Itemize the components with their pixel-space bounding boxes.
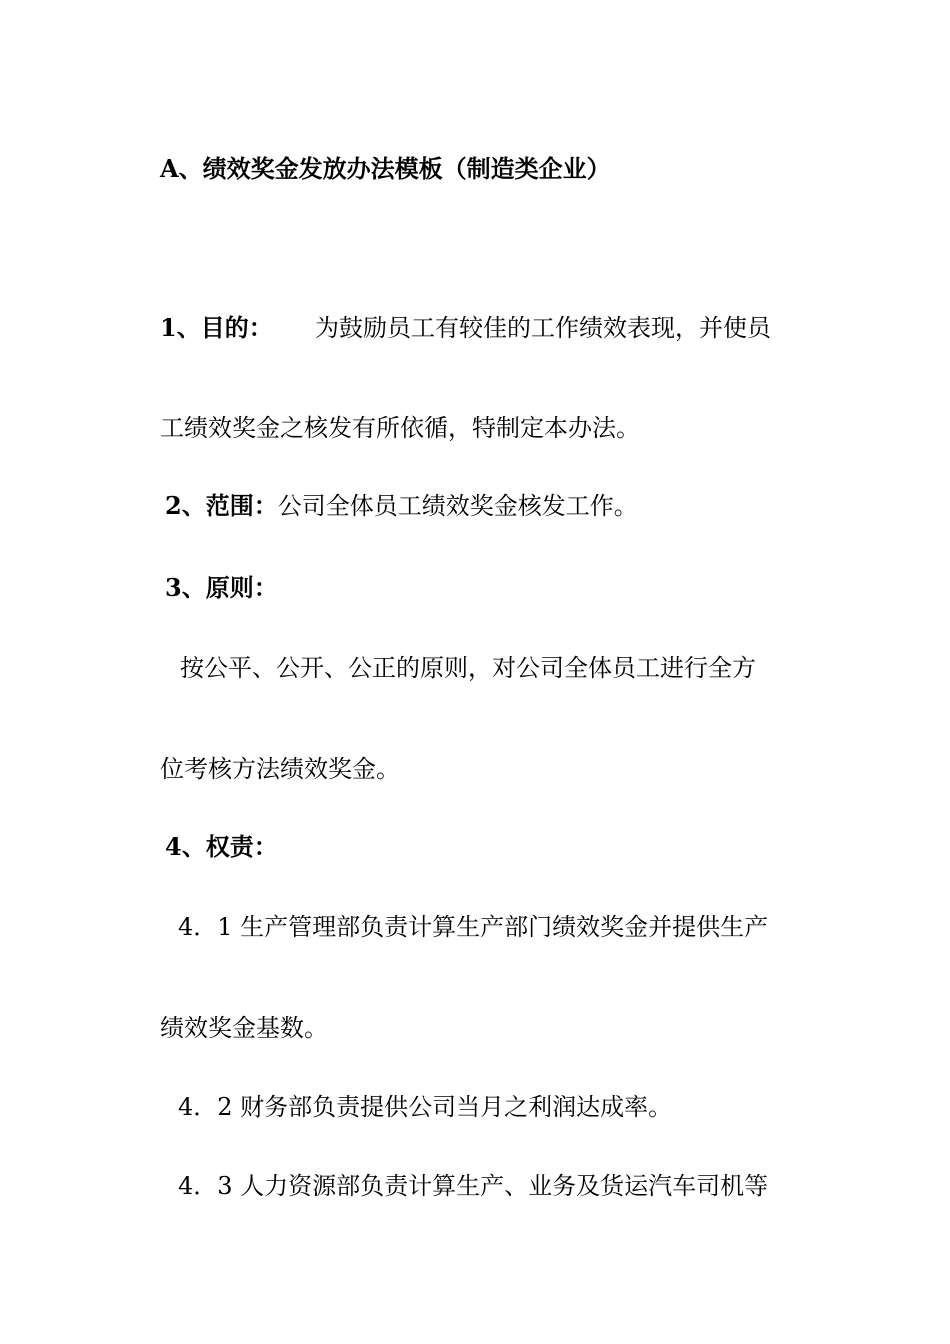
responsibility-item-1-line-1: 4．1 生产管理部负责计算生产部门绩效奖金并提供生产: [178, 913, 769, 941]
scope-label: 2、范围：: [165, 491, 278, 520]
purpose-label: 1、目的：: [160, 313, 273, 342]
document-title: A、绩效奖金发放办法模板（制造类企业）: [160, 154, 611, 183]
principle-label: 3、原则：: [165, 573, 278, 602]
principle-text-1: 按公平、公开、公正的原则，对公司全体员工进行全方: [180, 654, 756, 682]
purpose-line-1: [160, 312, 771, 344]
responsibility-label: 4、权责：: [165, 832, 278, 861]
scope-line: [165, 490, 638, 522]
scope-text: 公司全体员工绩效奖金核发工作。: [277, 492, 638, 520]
purpose-text-1: 为鼓励员工有较佳的工作绩效表现，并使员: [315, 314, 771, 342]
purpose-text-2: 工绩效奖金之核发有所依循，特制定本办法。: [160, 414, 640, 442]
responsibility-item-2: 4．2 财务部负责提供公司当月之利润达成率。: [178, 1093, 673, 1121]
responsibility-item-1-line-2: 绩效奖金基数。: [160, 1014, 328, 1042]
responsibility-item-3: 4．3 人力资源部负责计算生产、业务及货运汽车司机等: [178, 1172, 769, 1200]
principle-text-2: 位考核方法绩效奖金。: [160, 755, 400, 783]
